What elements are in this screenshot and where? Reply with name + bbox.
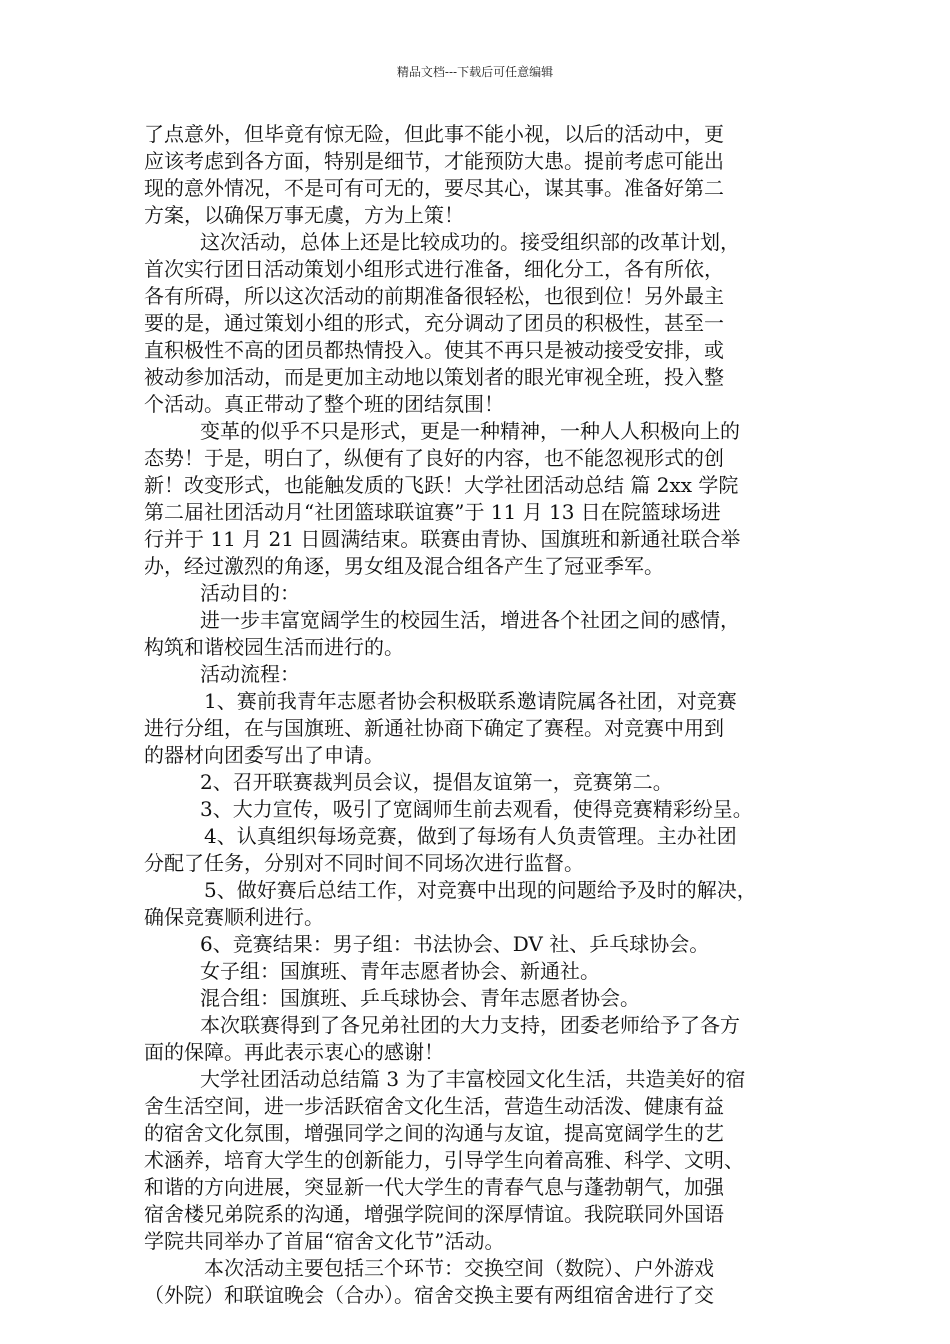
text-line: 活动流程： — [200, 662, 300, 686]
text-line: 女子组：国旗班、青年志愿者协会、新通社。 — [200, 959, 600, 983]
text-line: 分配了任务，分别对不同时间不同场次进行监督。 — [144, 851, 584, 875]
text-line: 2、召开联赛裁判员会议，提倡友谊第一，竞赛第二。 — [200, 770, 673, 794]
text-line: 被动参加活动，而是更加主动地以策划者的眼光审视全班，投入整 — [144, 365, 724, 389]
text-line: 舍生活空间，进一步活跃宿舍文化生活，营造生动活泼、健康有益 — [144, 1094, 724, 1118]
text-line: 术涵养，培育大学生的创新能力，引导学生向着高雅、科学、文明、 — [144, 1148, 744, 1172]
text-line: 了点意外，但毕竟有惊无险，但此事不能小视，以后的活动中，更 — [144, 122, 724, 146]
text-line: 和谐的方向进展，突显新一代大学生的青春气息与蓬勃朝气，加强 — [144, 1175, 724, 1199]
text-line: 办，经过激烈的角逐，男女组及混合组各产生了冠亚季军。 — [144, 554, 664, 578]
text-line: 进一步丰富宽阔学生的校园生活，增进各个社团之间的感情， — [200, 608, 740, 632]
text-line: 方案，以确保万事无虞，方为上策！ — [144, 203, 464, 227]
text-line: 混合组：国旗班、乒乓球协会、青年志愿者协会。 — [200, 986, 640, 1010]
text-line: 6、竞赛结果：男子组：书法协会、DV 社、乒乓球协会。 — [200, 932, 710, 956]
text-line: 本次活动主要包括三个环节：交换空间（数院）、户外游戏 — [204, 1256, 714, 1280]
page-header: 精品文档---下载后可任意编辑 — [396, 65, 554, 79]
text-line: 第二届社团活动月“社团篮球联谊赛”于 11 月 13 日在院篮球场进 — [144, 500, 721, 524]
text-line: 1、赛前我青年志愿者协会积极联系邀请院属各社团，对竞赛 — [204, 689, 737, 713]
text-line: 4、认真组织每场竞赛，做到了每场有人负责管理。主办社团 — [204, 824, 737, 848]
text-line: 的宿舍文化氛围，增强同学之间的沟通与友谊，提高宽阔学生的艺 — [144, 1121, 724, 1145]
text-line: 态势！于是，明白了，纵便有了良好的内容，也不能忽视形式的创 — [144, 446, 724, 470]
text-line: 各有所碍，所以这次活动的前期准备很轻松，也很到位！另外最主 — [144, 284, 724, 308]
text-line: 宿舍楼兄弟院系的沟通，增强学院间的深厚情谊。我院联同外国语 — [144, 1202, 724, 1226]
text-line: 3、大力宣传，吸引了宽阔师生前去观看，使得竞赛精彩纷呈。 — [200, 797, 753, 821]
text-line: 5、做好赛后总结工作，对竞赛中出现的问题给予及时的解决， — [204, 878, 757, 902]
text-line: 的器材向团委写出了申请。 — [144, 743, 384, 767]
text-line: 这次活动，总体上还是比较成功的。接受组织部的改革计划， — [200, 230, 740, 254]
text-line: 直积极性不高的团员都热情投入。使其不再只是被动接受安排，或 — [144, 338, 724, 362]
text-line: 本次联赛得到了各兄弟社团的大力支持，团委老师给予了各方 — [200, 1013, 740, 1037]
text-line: 首次实行团日活动策划小组形式进行准备，细化分工，各有所依， — [144, 257, 724, 281]
text-line: 个活动。真正带动了整个班的团结氛围！ — [144, 392, 504, 416]
text-line: 进行分组，在与国旗班、新通社协商下确定了赛程。对竞赛中用到 — [144, 716, 724, 740]
text-line: 构筑和谐校园生活而进行的。 — [144, 635, 404, 659]
text-line: 学院共同举办了首届“宿舍文化节”活动。 — [144, 1229, 505, 1253]
text-line: 大学社团活动总结篇 3 为了丰富校园文化生活，共造美好的宿 — [200, 1067, 746, 1091]
text-line: （外院）和联谊晚会（合办）。宿舍交换主要有两组宿舍进行了交 — [144, 1283, 714, 1307]
text-line: 现的意外情况，不是可有可无的，要尽其心，谋其事。准备好第二 — [144, 176, 724, 200]
text-line: 面的保障。再此表示衷心的感谢！ — [144, 1040, 444, 1064]
document-body — [144, 121, 812, 1309]
text-line: 变革的似乎不只是形式，更是一种精神，一种人人积极向上的 — [200, 419, 740, 443]
text-line: 确保竞赛顺利进行。 — [144, 905, 324, 929]
text-line: 行并于 11 月 21 日圆满结束。联赛由青协、国旗班和新通社联合举 — [144, 527, 741, 551]
text-line: 应该考虑到各方面，特别是细节，才能预防大患。提前考虑可能出 — [144, 149, 724, 173]
text-line: 新！改变形式，也能触发质的飞跃！大学社团活动总结 篇 2xx 学院 — [144, 473, 739, 497]
text-line: 要的是，通过策划小组的形式，充分调动了团员的积极性，甚至一 — [144, 311, 724, 335]
text-line: 活动目的： — [200, 581, 300, 605]
